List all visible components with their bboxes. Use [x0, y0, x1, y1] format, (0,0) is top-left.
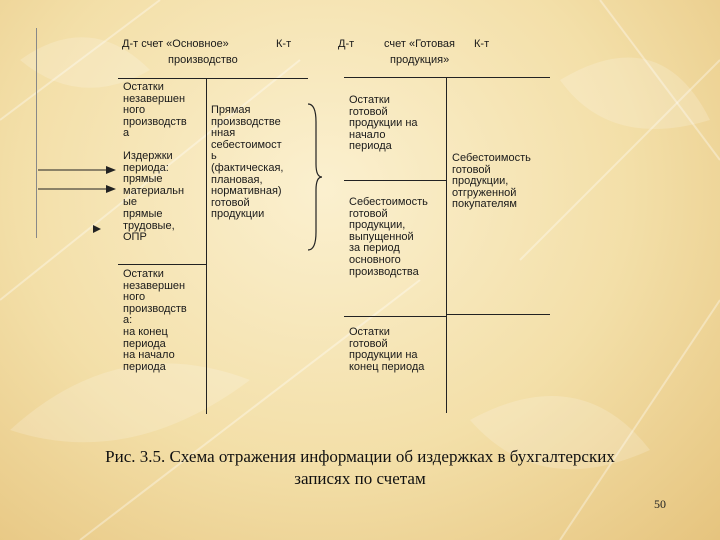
right-produced-cost: Себестоимость готовой продукции, выпущенной за период основного производства: [349, 196, 428, 278]
right-header-sub: продукция»: [390, 54, 450, 66]
bullet-arrow-icon: [92, 224, 102, 234]
right-divider-2: [344, 316, 446, 317]
arrow-right-icon: [38, 183, 118, 195]
right-credit-shipped: Себестоимость готовой продукции, отгруженной покупателям: [452, 152, 531, 211]
left-margin-line: [36, 28, 37, 238]
right-top-line: [344, 77, 550, 78]
left-center-line: [206, 78, 207, 414]
left-top-line: [118, 78, 308, 79]
left-period-costs: Издержки периода: прямые материальн ые прямые трудовые, ОПР: [123, 150, 185, 244]
left-closing-balance: Остатки незавершен ного производств а: на конец периода на начало периода: [123, 268, 187, 373]
figure-caption: Рис. 3.5. Схема отражения информации об издержках в бухгалтерских записях по счетам: [105, 447, 615, 488]
left-header-sub: производство: [168, 54, 238, 66]
page-number: 50: [654, 497, 666, 511]
left-divider: [118, 264, 206, 265]
right-opening-balance: Остатки готовой продукции на начало периода: [349, 94, 418, 153]
brace-icon: [304, 102, 324, 252]
arrow-right-icon: [38, 164, 118, 176]
left-header-credit: К-т: [276, 38, 292, 50]
right-header-debit: Д-т: [338, 38, 355, 50]
left-opening-balance: Остатки незавершен ного производств а: [123, 81, 187, 140]
right-closing-balance: Остатки готовой продукции на конец периода: [349, 326, 425, 373]
right-credit-bottom-line: [446, 314, 550, 315]
right-header-credit: К-т: [474, 38, 490, 50]
left-header-debit: Д-т счет «Основное»: [122, 38, 229, 50]
right-header-mid: счет «Готовая: [384, 38, 455, 50]
left-credit-cost: Прямая производстве нная себестоимост ь (фактическая, плановая, нормативная) готовой продукции: [211, 104, 284, 221]
right-center-line: [446, 77, 447, 413]
right-divider-1: [344, 180, 446, 181]
